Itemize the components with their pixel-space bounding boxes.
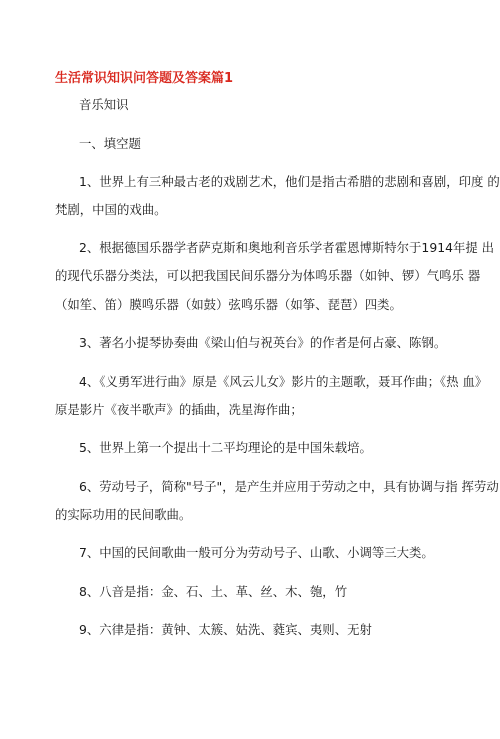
section-heading: 音乐知识 [79, 97, 129, 112]
paragraph-line: 9、六律是指：黄钟、太簇、姑洗、蕤宾、夷则、无射 [79, 622, 372, 637]
paragraph-line: 梵剧，中国的戏曲。 [55, 202, 167, 217]
paragraph-line: 7、中国的民间歌曲一般可分为劳动号子、山歌、小调等三大类。 [79, 545, 434, 560]
paragraph-line: 5、世界上第一个提出十二平均理论的是中国朱载培。 [79, 440, 372, 455]
paragraph-line: 6、劳动号子，简称"号子"，是产生并应用于劳动之中，具有协调与指 挥劳动 [79, 479, 499, 494]
paragraph-line: （如笙、笛）膜鸣乐器（如鼓）弦鸣乐器（如筝、琵琶）四类。 [55, 297, 402, 312]
paragraph-line: 4、《义勇军进行曲》原是《风云儿女》影片的主题歌，聂耳作曲；《热 血》 [79, 374, 488, 389]
paragraph-line: 1、世界上有三种最古老的戏剧艺术，他们是指古希腊的悲剧和喜剧，印度 的 [79, 174, 500, 189]
paragraph-line: 的现代乐器分类法，可以把我国民间乐器分为体鸣乐器（如钟、锣）气鸣乐 器 [55, 268, 481, 283]
paragraph-line: 的实际功用的民间歌曲。 [55, 507, 192, 522]
paragraph-line: 8、八音是指：金、石、土、革、丝、木、匏，竹 [79, 584, 348, 599]
paragraph-line: 3、著名小提琴协奏曲《梁山伯与祝英台》的作者是何占豪、陈钢。 [79, 335, 447, 350]
document-title: 生活常识知识问答题及答案篇1 [55, 71, 234, 86]
paragraph-line: 原是影片《夜半歌声》的插曲，冼星海作曲； [55, 402, 303, 417]
paragraph-line: 2、根据德国乐器学者萨克斯和奥地利音乐学者霍恩博斯特尔于1914年提 出 [79, 240, 495, 255]
subsection-heading: 一、填空题 [79, 136, 141, 151]
